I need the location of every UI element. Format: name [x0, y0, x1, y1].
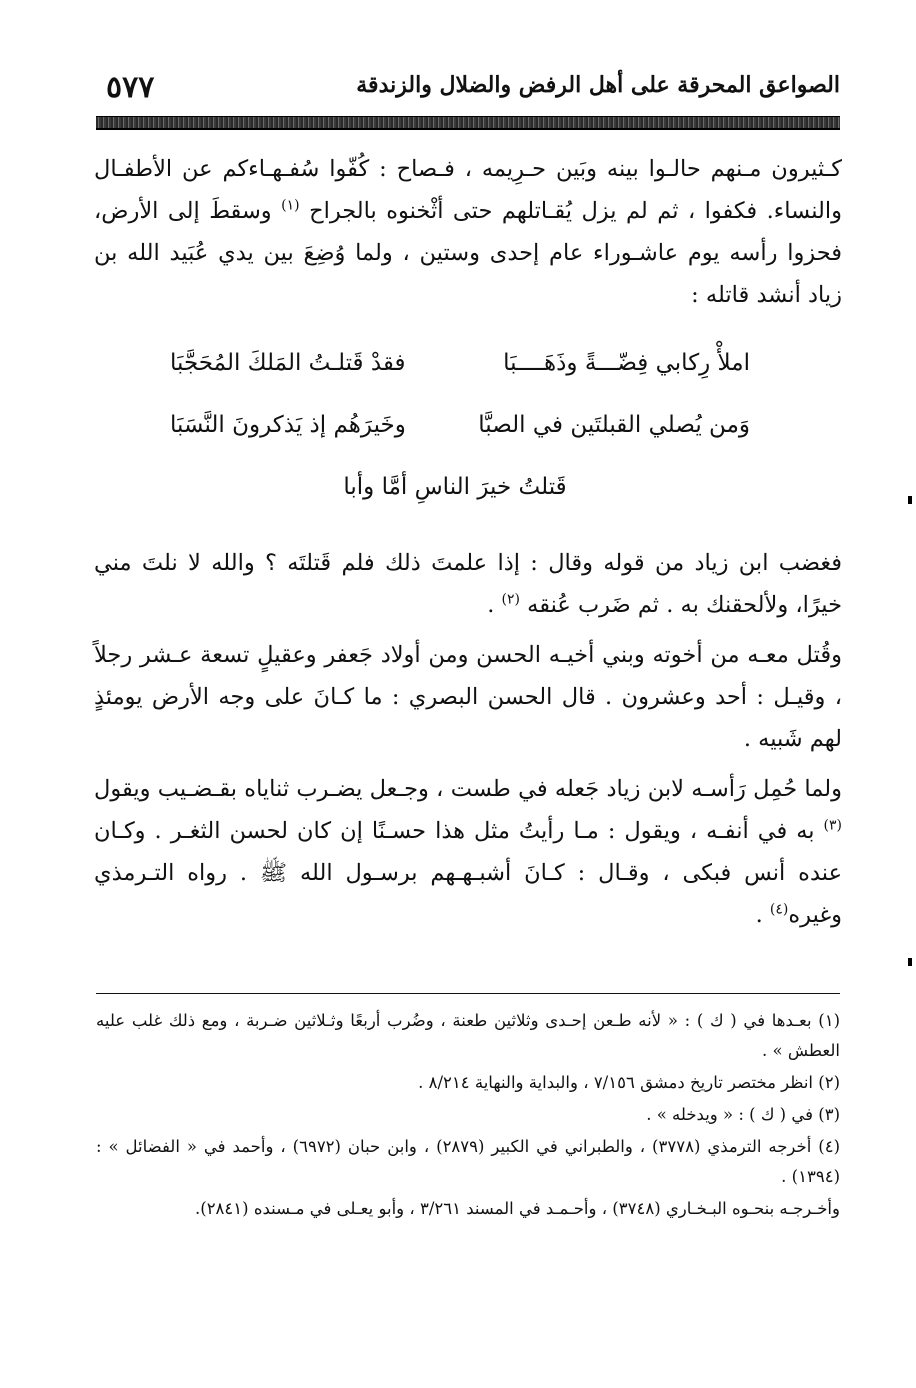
scan-mark — [908, 958, 912, 966]
paragraph-4-end: . — [755, 902, 763, 928]
footnote-separator — [96, 993, 840, 994]
verse-2-second-hemistich: وخَيرَهُم إذ يَذكرونَ النَّسَبَا — [170, 412, 406, 438]
verse-3: قَتلتُ خيرَ الناسِ أمَّا وأبا — [343, 474, 567, 500]
paragraph-1-cont: وسقطَ إلى الأرض، فحزوا رأسه يوم عاشـوراء عام إحدى وستين ، ولما وُضِعَ بين يدي عُبَيد الله بن زياد أنشد قاتله : — [94, 198, 842, 308]
verse-1-first-hemistich: املأْ رِكابي فِضّـــةً وذَهَــــبَا — [503, 350, 750, 376]
footnote-2: (٢) انظر مختصر تاريخ دمشق ٧/١٥٦ ، والبداية والنهاية ٨/٢١٤ . — [418, 1073, 840, 1092]
paragraph-2 — [94, 542, 842, 626]
main-text — [94, 148, 842, 316]
page-number: ٥٧٧ — [106, 70, 155, 105]
paragraph-1-text: كـثيرون مـنهم حالـوا بينه وبَين حـرِيمه ، فـصاح : كُفّوا سُفـهـاءكم عن الأطفـال والنساء. فكفوا ، ثم لم يزل يُقـاتلهم حتى أثْخنوه بالجراح — [94, 156, 842, 224]
footnotes — [96, 1006, 840, 1224]
running-title: الصواعق المحرقة على أهل الرفض والضلال والزندقة — [356, 72, 840, 98]
scan-mark — [908, 496, 912, 504]
footnote-1: (١) بعـدها في ( ك ) : « لأنه طـعن إحـدى وثلاثين طعنة ، وضُرب أربعًا وثـلاثين ضـربة ، ومع ذلك غلب عليه العطش » . — [96, 1011, 840, 1060]
verse-2-first-hemistich: وَمن يُصلي القبلتَين في الصبَّا — [478, 412, 750, 438]
footnote-ref-3: (٣) — [823, 817, 842, 834]
paragraph-2-end: . — [487, 592, 495, 618]
footnote-ref-2: (٢) — [501, 591, 521, 608]
paragraph-3: وقُتل معـه من أخوته وبني أخيـه الحسن ومن أولاد جَعفر وعقيلٍ تسعة عـشر رجلاً ، وقيـل : أحد وعشرون . قال الحسن البصري : ما كـانَ على وجه الأرض يومئذٍ لهم شَبيه . — [94, 642, 842, 752]
verse-1-second-hemistich: فقدْ قَتلـتُ المَلكَ المُحَجَّبَا — [170, 350, 406, 376]
paragraph-1 — [94, 148, 842, 316]
main-text-continued — [94, 542, 842, 936]
paragraph-2-text: فغضب ابن زياد من قوله وقال : إذا علمتَ ذلك فلم قَتلتَه ؟ والله لا نلتَ مني خيرًا، ولألحقنك به . ثم ضَرب عُنقه — [94, 550, 842, 618]
paragraph-4-text-a: ولما حُمِل رَأسـه لابن زياد جَعله في طست ، وجـعل يضـرب ثناياه بقـضـيب ويقول — [94, 776, 842, 802]
footnote-3: (٣) في ( ك ) : « ويدخله » . — [646, 1105, 840, 1124]
verse-2 — [150, 412, 750, 474]
verse-1 — [150, 350, 750, 412]
poem — [150, 350, 750, 536]
paragraph-4 — [94, 768, 842, 936]
footnote-4: (٤) أخرجه الترمذي (٣٧٧٨) ، والطبراني في الكبير (٢٨٧٩) ، وابن حبان (٦٩٧٢) ، وأحمد في « الفضائل » : (١٣٩٤) . — [96, 1137, 840, 1186]
paragraph-4-text-b: به في أنفـه ، ويقول : مـا رأيتُ مثل هذا حسـنًا إن كان لحسن الثغـر . وكـان عنده أنس فبكى ، وقـال : كـانَ أشبـهـهم برسـول الله ﷺ . رواه التـرمذي وغيره — [94, 818, 842, 928]
footnote-4-continued: وأخـرجـه بنحـوه البـخـاري (٣٧٤٨) ، وأحـمـد في المسند ٣/٢٦١ ، وأبو يعـلى في مـسنده (٢٨٤١). — [195, 1199, 840, 1218]
page-header — [96, 70, 840, 118]
header-rule — [96, 116, 840, 130]
footnote-ref-1: (١) — [281, 197, 300, 214]
footnote-ref-4: (٤) — [769, 901, 789, 918]
